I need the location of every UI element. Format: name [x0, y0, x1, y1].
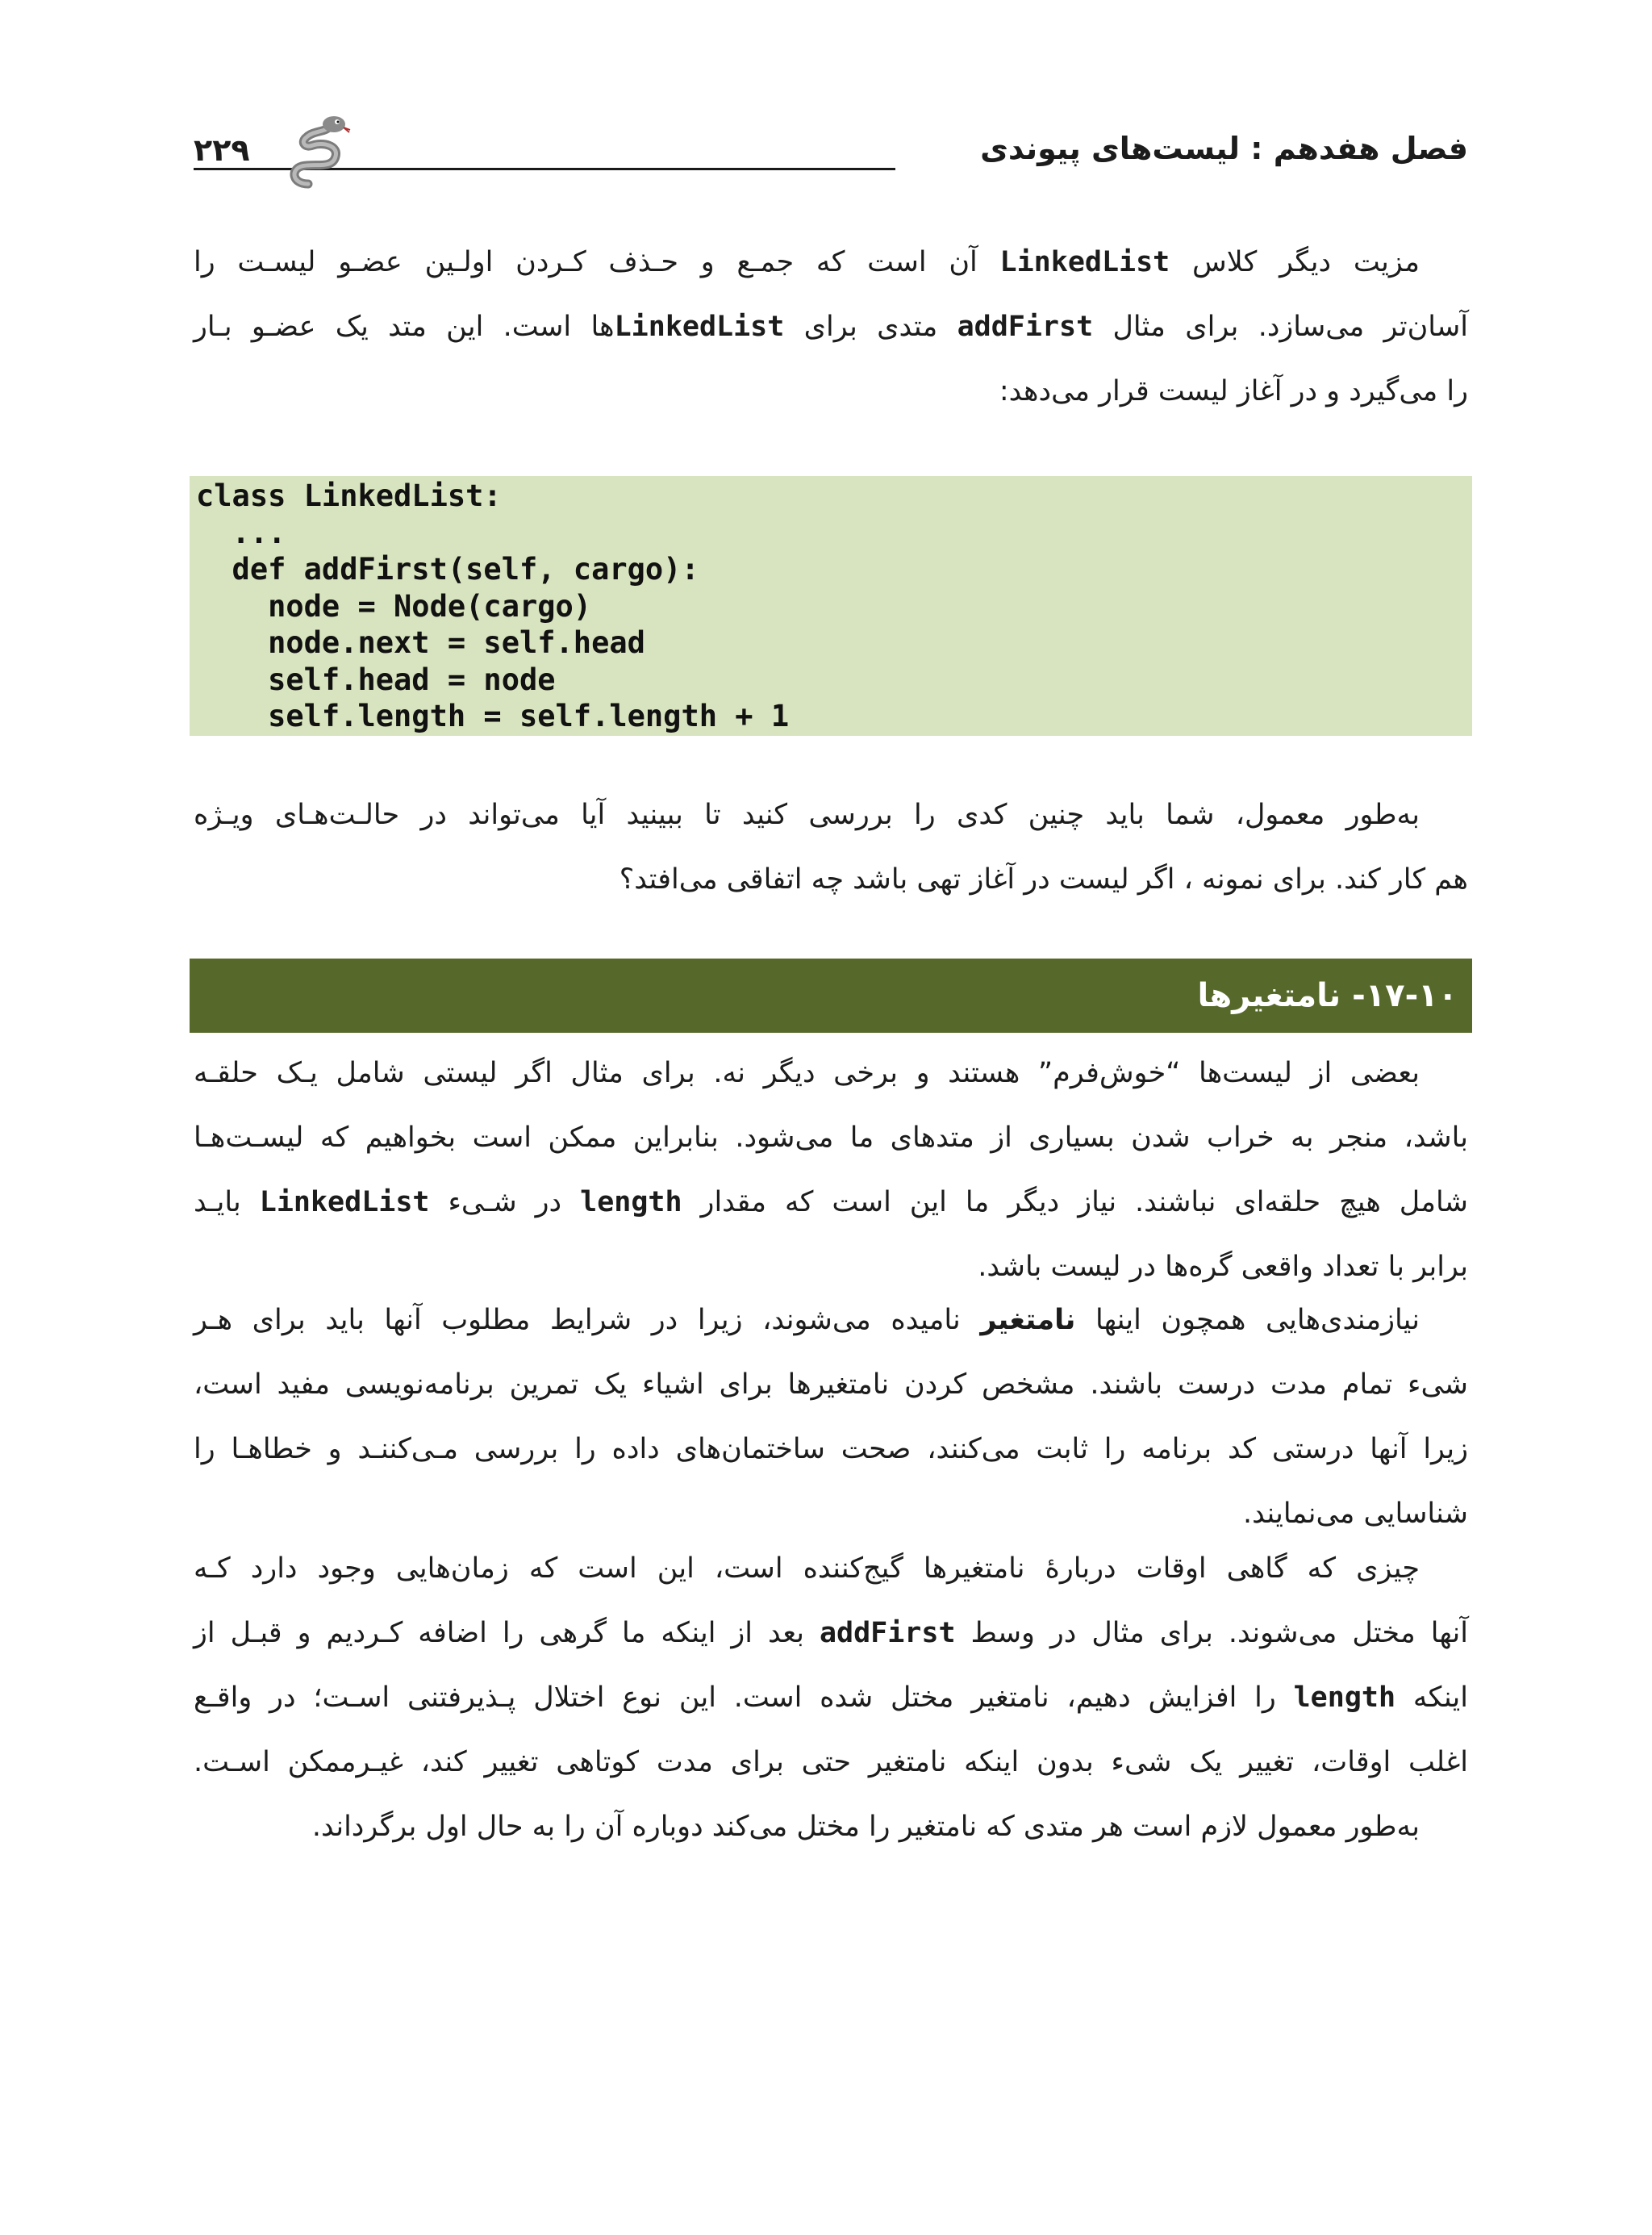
- code-block: [190, 476, 1472, 736]
- code-line: self.length = self.length + 1: [196, 699, 790, 733]
- paragraph-well-formed: [194, 1041, 1468, 1299]
- paragraph-special-cases: [194, 783, 1468, 912]
- python-snake-icon: [284, 113, 357, 190]
- inline-code: LinkedList: [614, 311, 785, 343]
- text-line: را می‌گیرد و در آغاز لیست قرار می‌دهد:: [999, 375, 1468, 407]
- inline-code: LinkedList: [259, 1186, 430, 1218]
- section-number: ۱۷-۱۰-: [1352, 977, 1458, 1014]
- text-line: به‌طور معمول لازم است هر متدی که نامتغیر را مختل می‌کند دوباره آن را به حال اول برگرداند.: [311, 1811, 1420, 1843]
- inline-code: addFirst: [819, 1617, 956, 1649]
- code-line: self.head = node: [196, 662, 556, 697]
- chapter-title: فصل هفدهم : لیست‌های پیوندی: [980, 131, 1468, 166]
- text-line: بعضی از لیست‌ها “خوش‌فرم” هستند و برخی دیگر نه. برای مثال اگر لیستی شامل یـک حلقـه: [194, 1057, 1420, 1089]
- text-line: هم کار کند. برای نمونه ، اگر لیست در آغاز تهی باشد چه اتفاقی می‌افتد؟: [619, 863, 1468, 896]
- text-line: باشد، منجر به خراب شدن بسیاری از متدهای ما می‌شود. بنابراین ممکن است بخواهیم که لیسـت‌هـا: [194, 1122, 1468, 1154]
- bold-term: نامتغیر: [980, 1304, 1076, 1336]
- paragraph-intro: [194, 230, 1468, 424]
- inline-code: addFirst: [957, 311, 1094, 343]
- section-title: نامتغیرها: [1197, 977, 1353, 1014]
- inline-code: length: [1293, 1681, 1396, 1714]
- text-line: به‌طور معمول، شما باید چنین کدی را بررسی کنید تا ببینید آیا می‌تواند در حالـت‌هـای ویـژه: [194, 799, 1420, 831]
- paragraph-violations: [194, 1536, 1468, 1859]
- code-line: def addFirst(self, cargo):: [196, 552, 699, 587]
- code-line: class LinkedList:: [196, 478, 502, 513]
- text-line: مزیت دیگر کلاس LinkedList آن است که جمـع و حـذف کـردن اولـین عضـو لیسـت را: [194, 246, 1420, 278]
- text-line: زیرا آنها درستی کد برنامه را ثابت می‌کنند، صحت ساختمان‌های داده را بررسی مـی‌کننـد و خطاهـا را: [194, 1433, 1468, 1465]
- text-line: شناسایی می‌نمایند.: [1243, 1498, 1468, 1530]
- text-line: برابر با تعداد واقعی گره‌ها در لیست باشد.: [978, 1251, 1468, 1283]
- text-line: چیزی که گاهی اوقات دربارۀ نامتغیرها گیج‌کننده است، این است که زمان‌هایی وجود دارد کـه: [194, 1552, 1420, 1585]
- text-line: اغلب اوقات، تغییر یک شیء بدون اینکه نامتغیر حتی برای مدت کوتاهی تغییر کند، غیـرممکن اسـت.: [194, 1746, 1468, 1778]
- inline-code: LinkedList: [999, 246, 1170, 278]
- code-line: ...: [196, 515, 286, 550]
- code-line: node.next = self.head: [196, 625, 645, 660]
- inline-code: length: [580, 1186, 682, 1218]
- text-line: آنها مختل می‌شوند. برای مثال در وسط addFirst بعد از اینکه ما گرهی را اضافه کـردیم و قبـل از: [194, 1617, 1468, 1649]
- code-line: node = Node(cargo): [196, 588, 592, 624]
- text-line: نیازمندی‌هایی همچون اینها نامتغیر نامیده می‌شوند، زیرا در شرایط مطلوب آنها باید برای هـر: [194, 1304, 1420, 1336]
- section-heading: [190, 959, 1472, 1033]
- paragraph-invariants: [194, 1288, 1468, 1546]
- text-line: شامل هیچ حلقه‌ای نباشند. نیاز دیگر ما این است که مقدار length در شـیء LinkedList بایـد: [194, 1186, 1468, 1218]
- page-header: [194, 121, 1468, 194]
- text-line: شیء تمام مدت درست باشند. مشخص کردن نامتغیرها برای اشیاء یک تمرین برنامه‌نویسی مفید است،: [194, 1368, 1468, 1401]
- text-line: اینکه length را افزایش دهیم، نامتغیر مختل شده است. این نوع اختلال پـذیرفتنی اسـت؛ در واقـع: [194, 1681, 1468, 1714]
- text-line: آسان‌تر می‌سازد. برای مثال addFirst متدی برای LinkedListها است. این متد یک عضـو بـار: [194, 311, 1469, 343]
- page-number: ۲۲۹: [194, 132, 250, 168]
